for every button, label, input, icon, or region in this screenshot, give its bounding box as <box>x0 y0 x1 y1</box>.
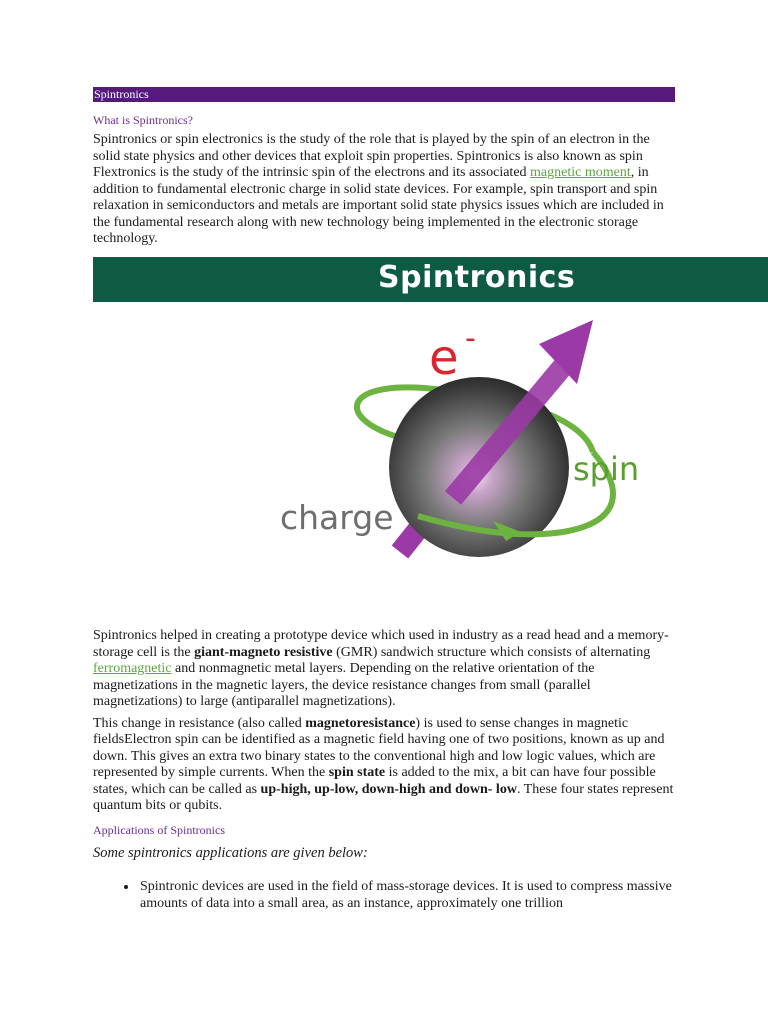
four-states-term: up-high, up-low, down-high and down- low <box>260 781 517 797</box>
gmr-paragraph <box>93 628 675 711</box>
charge-label: charge <box>280 498 394 537</box>
spintronics-figure <box>93 257 768 612</box>
gmr-text-3: and nonmagnetic metal layers. Depending on the relative orientation of the magnetizations in the magnetic layers, the device resistance changes from small (parallel magnetizations) to large (antiparallel magnetizations). <box>93 661 595 709</box>
mr-text-2: ) is used to sense changes in magnetic fieldsElectron spin can be identified as a magnetic field having one of two positions, known as up and down. This gives an extra two binary states to the conventional high and low logic values, which are represented by simple currents. When the <box>93 715 665 780</box>
intro-text-1: Spintronics or spin electronics is the study of the role that is played by the spin of an electron in the solid state physics and other devices that exploit spin properties. Spintronics is also known as spin Flextronics is the study of the intrinsic spin of the electrons and its associated <box>93 132 650 180</box>
ferromagnetic-link[interactable]: ferromagnetic <box>93 661 172 676</box>
figure-title: Spintronics <box>378 260 576 295</box>
spin-label: spin <box>573 450 640 488</box>
subheading-what-is: What is Spintronics? <box>93 113 193 127</box>
list-item: • Spintronic devices are used in the field of mass-storage devices. It is used to compress massive amounts of data into a small area, as an instance, approximately one trillion <box>138 878 675 912</box>
gmr-text-1: Spintronics helped in creating a prototype device which used in industry as a read head and a memory-storage cell is the <box>93 628 669 660</box>
mr-text-4: . These four states represent quantum bits or qubits. <box>93 781 674 813</box>
intro-text-2: , in addition to fundamental electronic charge in solid state devices. For example, spin transport and spin relaxation in semiconductors and metals are important solid state physics issues which are included in the fundamental research along with new technology being implemented in the electronic storage technology. <box>93 165 664 246</box>
applications-intro: Some spintronics applications are given below: <box>93 844 368 861</box>
mr-text-1: This change in resistance (also called <box>93 715 306 731</box>
mr-bold-term: magnetoresistance <box>305 715 416 731</box>
gmr-bold-term: giant-magneto resistive <box>194 644 333 660</box>
magnetic-moment-link[interactable]: magnetic moment <box>530 165 631 180</box>
article-top <box>93 87 675 248</box>
electron-charge-sign: - <box>465 321 476 356</box>
subheading-applications: Applications of Spintronics <box>93 822 225 837</box>
gmr-text-2: (GMR) sandwich structure which consists of alternating <box>332 644 651 660</box>
intro-paragraph <box>93 132 675 248</box>
article-bottom <box>93 628 675 912</box>
mr-text-3: is added to the mix, a bit can have four possible states, which can be called as <box>93 765 656 797</box>
magnetoresistance-paragraph <box>93 716 675 815</box>
spin-state-term: spin state <box>328 765 386 780</box>
section-heading: Spintronics <box>93 87 675 102</box>
applications-list <box>93 878 675 912</box>
electron-label: e <box>429 330 459 386</box>
electron-illustration <box>93 302 768 612</box>
